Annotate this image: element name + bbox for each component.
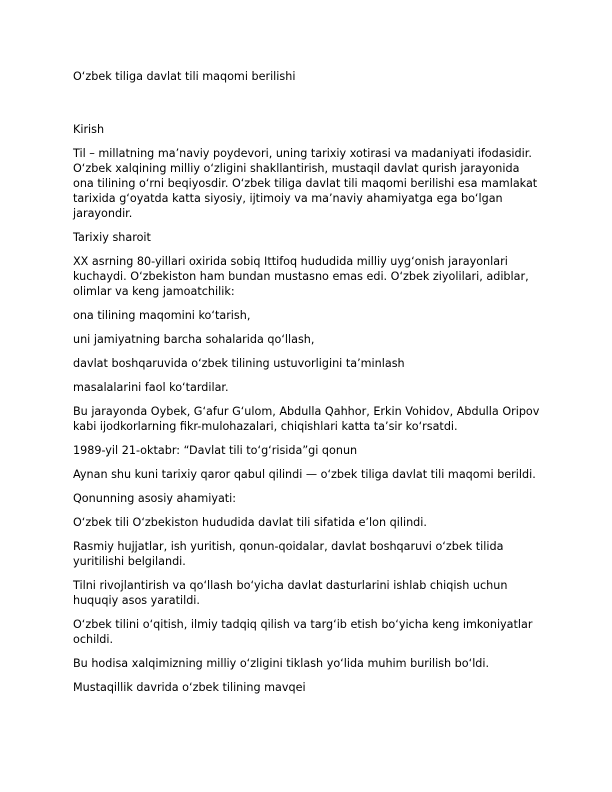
list-line: uni jamiyatning barcha sohalarida qo‘llash, (73, 333, 315, 346)
document-body (73, 122, 543, 704)
section-heading-intro: Kirish (73, 123, 105, 136)
paragraph: XX asrning 80-yillari oxirida sobiq Ittifoq hududida milliy uyg‘onish jarayonlari kuchaydi. O‘zbekiston ham bundan mustasno emas edi. O‘zbek ziyolilari, adiblar, olimlar va keng jamoatchilik: (73, 255, 529, 298)
list-line: ona tilining maqomini ko‘tarish, (73, 309, 251, 322)
paragraph: Bu jarayonda Oybek, G‘afur G‘ulom, Abdulla Qahhor, Erkin Vohidov, Abdulla Oripov kabi ijodkorlarning fikr-mulohazalari, chiqishlari katta ta’sir ko‘rsatdi. (73, 405, 540, 433)
paragraph: Bu hodisa xalqimizning milliy o‘zligini tiklash yo‘lida muhim burilish bo‘ldi. (73, 657, 490, 670)
document-title: O‘zbek tiliga davlat tili maqomi berilishi (73, 70, 296, 83)
section-heading-significance: Qonunning asosiy ahamiyati: (73, 492, 237, 505)
list-line: davlat boshqaruvida o‘zbek tilining ustuvorligini ta’minlash (73, 357, 405, 370)
paragraph: masalalarini faol ko‘tardilar. (73, 381, 229, 394)
section-heading-law: 1989-yil 21-oktabr: “Davlat tili to‘g‘risida”gi qonun (73, 444, 358, 457)
section-heading-independence: Mustaqillik davrida o‘zbek tilining mavqei (73, 681, 306, 694)
list-line: Rasmiy hujjatlar, ish yuritish, qonun-qoidalar, davlat boshqaruvi o‘zbek tilida yuritilishi belgilandi. (73, 540, 504, 568)
paragraph: Til – millatning ma’naviy poydevori, uning tarixiy xotirasi va madaniyati ifodasidir. O‘zbek xalqining milliy o‘zligini shakllantirish, mustaqil davlat qurish jarayonida ona tilining o‘rni beqiyosdir. O‘zbek tiliga davlat tili maqomi berilishi esa mamlakat tarixida g‘oyatda katta siyosiy, ijtimoiy va ma’naviy ahamiyatga ega bo‘lgan jarayondir. (73, 147, 538, 220)
paragraph: Aynan shu kuni tarixiy qaror qabul qilindi — o‘zbek tiliga davlat tili maqomi berildi. (73, 468, 536, 481)
list-line: O‘zbek tilini o‘qitish, ilmiy tadqiq qilish va targ‘ib etish bo‘yicha keng imkoniyatlar ochildi. (73, 618, 533, 646)
list-line: Tilni rivojlantirish va qo‘llash bo‘yicha davlat dasturlarini ishlab chiqish uchun huquqiy asos yaratildi. (73, 579, 508, 607)
list-line: O‘zbek tili O‘zbekiston hududida davlat tili sifatida e’lon qilindi. (73, 516, 427, 529)
section-heading-history: Tarixiy sharoit (73, 231, 151, 244)
